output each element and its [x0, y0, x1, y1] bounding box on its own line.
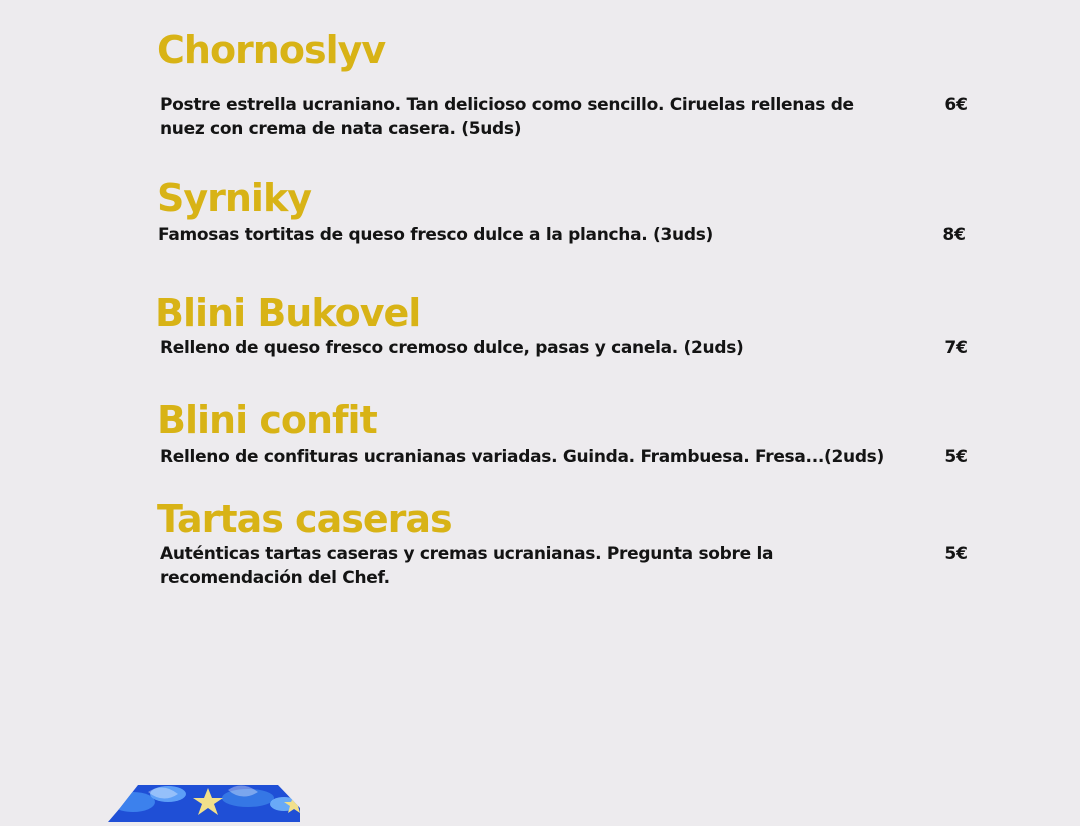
item-price: 8€ — [942, 225, 966, 245]
item-price: 7€ — [944, 338, 968, 358]
item-price: 5€ — [944, 447, 968, 467]
item-price: 6€ — [944, 95, 968, 115]
ukrainian-pattern-emblem-icon — [108, 782, 308, 822]
item-description: Relleno de queso fresco cremoso dulce, pasas y canela. (2uds) — [160, 338, 744, 358]
item-description: Postre estrella ucraniano. Tan delicioso como sencillo. Ciruelas rellenas de nuez con crema de nata casera. (5uds) — [160, 95, 854, 139]
item-description: Famosas tortitas de queso fresco dulce a la plancha. (3uds) — [158, 225, 714, 245]
item-title: Chornoslyv — [157, 28, 386, 72]
item-price: 5€ — [944, 544, 968, 564]
item-title: Syrniky — [157, 176, 311, 220]
item-description: Auténticas tartas caseras y cremas ucranianas. Pregunta sobre la recomendación del Chef. — [160, 544, 774, 588]
item-description: Relleno de confituras ucranianas variadas. Guinda. Frambuesa. Fresa...(2uds) — [160, 447, 884, 467]
item-title: Blini Bukovel — [155, 291, 421, 335]
item-title: Tartas caseras — [157, 497, 452, 541]
item-title: Blini confit — [157, 398, 377, 442]
